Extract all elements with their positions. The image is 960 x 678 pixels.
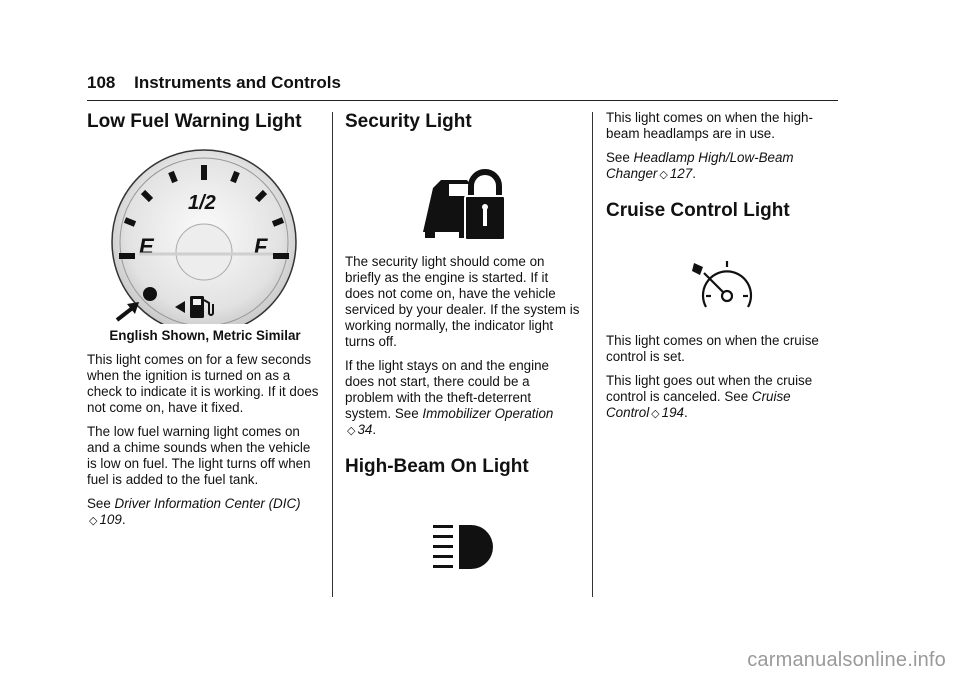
- page-number: 108: [87, 73, 116, 92]
- punct: .: [692, 166, 696, 181]
- xref-link[interactable]: Immobilizer Operation: [422, 406, 554, 421]
- gauge-half-label: 1/2: [188, 192, 216, 214]
- pointer-arrow-icon: [117, 302, 139, 320]
- paragraph: This light comes on for a few seconds when the ignition is turned on as a check to indicate it is working. If it does not come on, have it fixed.: [87, 352, 319, 415]
- high-beam-heading: High-Beam On Light: [345, 456, 529, 477]
- column-1: [87, 110, 323, 537]
- speedometer-icon: [703, 261, 751, 307]
- paragraph: This light comes on when the high-beam headlamps are in use.: [606, 110, 813, 141]
- section-title: Instruments and Controls: [134, 73, 341, 92]
- column-3: [606, 110, 841, 430]
- punct: .: [121, 512, 126, 527]
- page-header: [87, 70, 838, 101]
- xref-page[interactable]: 127: [669, 166, 693, 181]
- cruise-control-heading: Cruise Control Light: [606, 200, 790, 221]
- security-heading: Security Light: [345, 111, 472, 132]
- gauge-empty-label: E: [139, 234, 154, 259]
- gauge-full-label: F: [254, 234, 268, 259]
- security-light-figure: [345, 134, 580, 254]
- see-reference: [87, 496, 323, 529]
- xref-page[interactable]: 194: [661, 405, 684, 420]
- high-beam-figure: [345, 479, 580, 589]
- see-prefix: See: [87, 496, 115, 511]
- paragraph: The security light should come on briefly as the engine is started. If it does not come on, have the vehicle serviced by your dealer. If the system is working normally, the indicator light turns off.: [345, 254, 580, 349]
- paragraph: The low fuel warning light comes on and a chime sounds when the vehicle is low on fuel. The light turns off when fuel is added to the fuel tank.: [87, 424, 311, 487]
- car-lock-icon: [423, 172, 505, 240]
- cruise-control-figure: [606, 223, 841, 333]
- column-2: [345, 110, 580, 589]
- punct: .: [683, 405, 688, 420]
- paragraph-text: If the light stays on and the engine does not start, there could be a problem with the theft-deterrent system. See: [345, 358, 549, 421]
- see-reference: [606, 373, 841, 422]
- xref-page[interactable]: 109: [99, 512, 122, 527]
- see-reference: [345, 358, 580, 439]
- xref-link[interactable]: Headlamp High/Low-Beam Changer: [606, 150, 794, 181]
- xref-link[interactable]: Cruise Control: [606, 389, 791, 420]
- paragraph-text: This light goes out when the cruise control is canceled. See: [606, 373, 813, 404]
- xref-arrow-icon: ◇: [651, 408, 660, 420]
- figure-caption: English Shown, Metric Similar: [109, 328, 301, 343]
- needle-tip-icon: [692, 263, 703, 275]
- see-reference: [606, 150, 841, 183]
- column-divider: [592, 112, 593, 597]
- high-beam-icon: [433, 525, 493, 569]
- punct: .: [372, 422, 377, 437]
- low-fuel-heading: Low Fuel Warning Light: [87, 111, 302, 132]
- xref-arrow-icon: ◇: [659, 169, 668, 181]
- paragraph: This light comes on when the cruise control is set.: [606, 333, 819, 364]
- xref-arrow-icon: ◇: [89, 515, 98, 527]
- warning-dot-icon: [143, 287, 157, 301]
- column-divider: [332, 112, 333, 597]
- xref-link[interactable]: Driver Information Center (DIC): [114, 496, 301, 511]
- see-prefix: See: [606, 150, 634, 165]
- xref-page[interactable]: 34: [357, 422, 373, 437]
- xref-arrow-icon: ◇: [347, 425, 356, 437]
- fuel-gauge-figure: [87, 134, 323, 324]
- watermark: carmanualsonline.info: [747, 649, 946, 671]
